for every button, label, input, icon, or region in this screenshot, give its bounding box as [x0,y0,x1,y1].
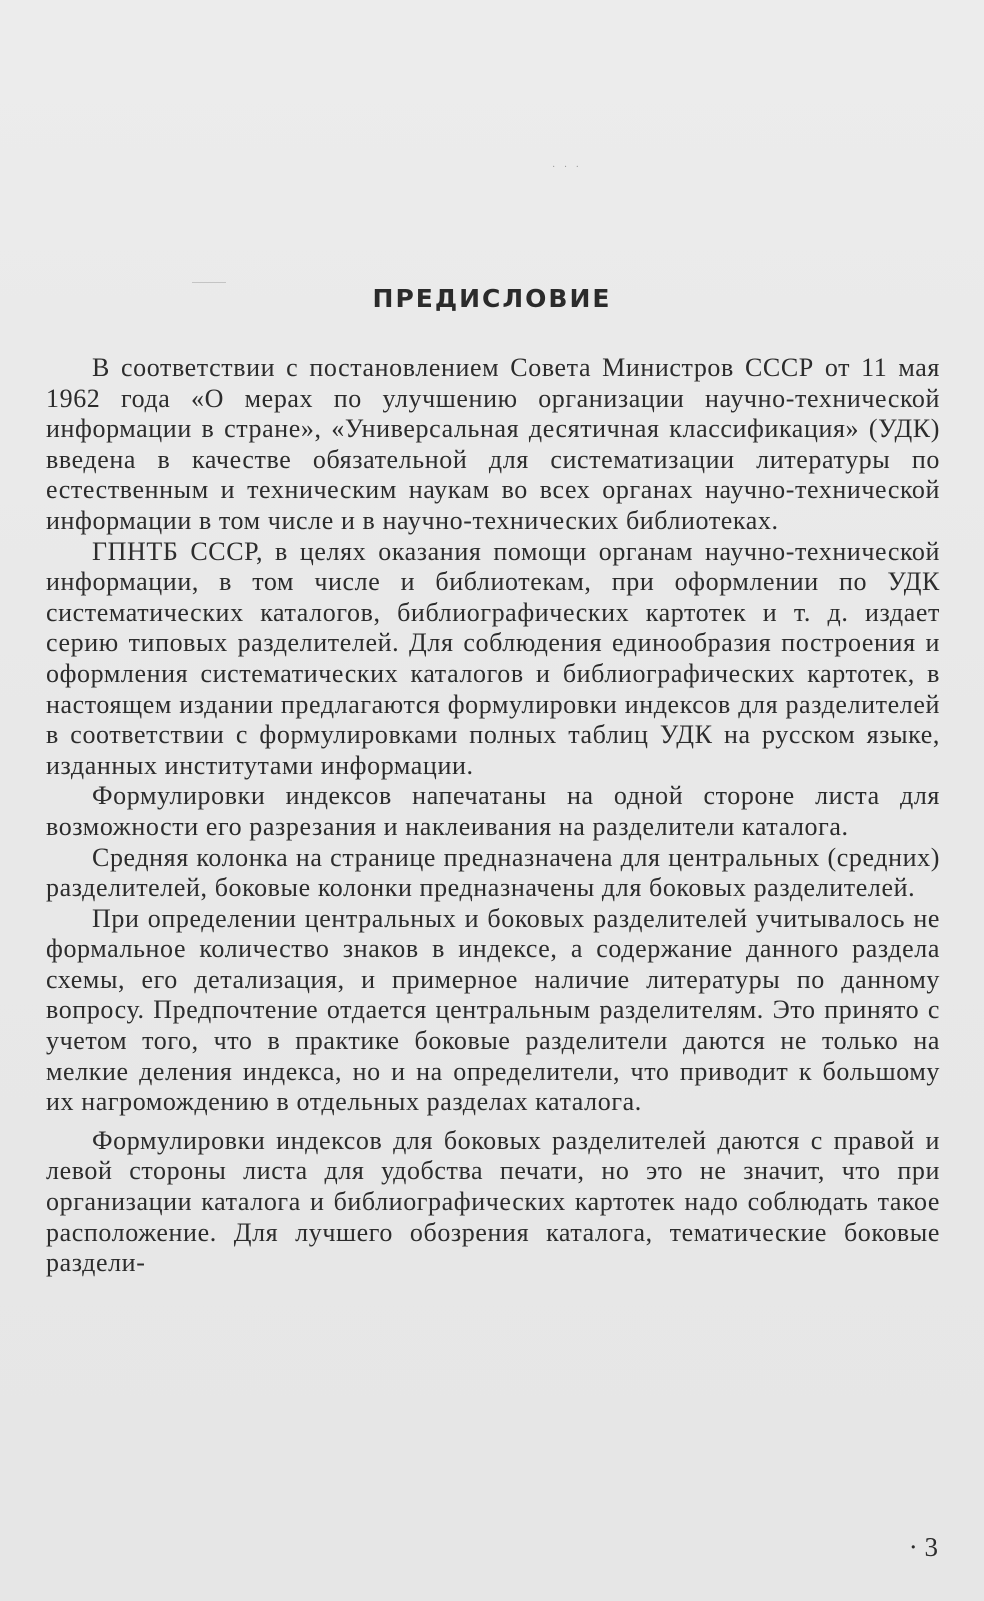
print-mark [192,282,226,283]
body-text [46,353,940,1279]
paragraph-1: В соответствии с постановлением Совета Министров СССР от 11 мая 1962 года «О мерах по улучшению организации научно-технической информации в стране», «Универсальная десятичная классификация» (УДК) введена в качестве обязательной для систематизации литературы по естественным и техническим наукам во всех органах научно-технической информации в том числе и в научно-технических библиотеках. [46,353,940,535]
page-number-value: 3 [924,1532,938,1562]
paragraph-3: Формулировки индексов напечатаны на одной стороне листа для возможности его разрезания и наклеивания на разделители каталога. [46,781,940,841]
paragraph-6: Формулировки индексов для боковых разделителей даются с правой и левой стороны листа для удобства печати, но это не значит, что при организации каталога и библиографических картотек надо соблюдать такое расположение. Для лучшего обозрения каталога, тематические боковые раздели- [46,1125,940,1278]
print-speck: · · · [552,162,582,173]
page-heading: ПРЕДИСЛОВИЕ [372,284,612,313]
paragraph-2: ГПНТБ СССР, в целях оказания помощи органам научно-технической информации, в том числе и библиотекам, при оформлении по УДК систематических каталогов, библиографических картотек и т. д. издает серию типовых разделителей. Для соблюдения единообразия построения и оформления систематических каталогов и библиографических картотек, в настоящем издании предлагаются формулировки индексов для разделителей в соответствии с формулировками полных таблиц УДК на русском языке, изданных институтами информации. [46,536,940,780]
paragraph-4: Средняя колонка на странице предназначена для центральных (средних) разделителей, боковые колонки предназначены для боковых разделителей. [46,842,940,903]
page-number: · 3 [908,1532,938,1562]
paragraph-5: При определении центральных и боковых разделителей учитывалось не формальное количество знаков в индексе, а содержание данного раздела схемы, его детализация, и примерное наличие литературы по данному вопросу. Предпочтение отдается центральным разделителям. Это принято с учетом того, что в практике боковые разделители даются не только на мелкие деления индекса, но и на определители, что приводит к большому их нагромождению в отдельных разделах каталога. [46,903,940,1117]
